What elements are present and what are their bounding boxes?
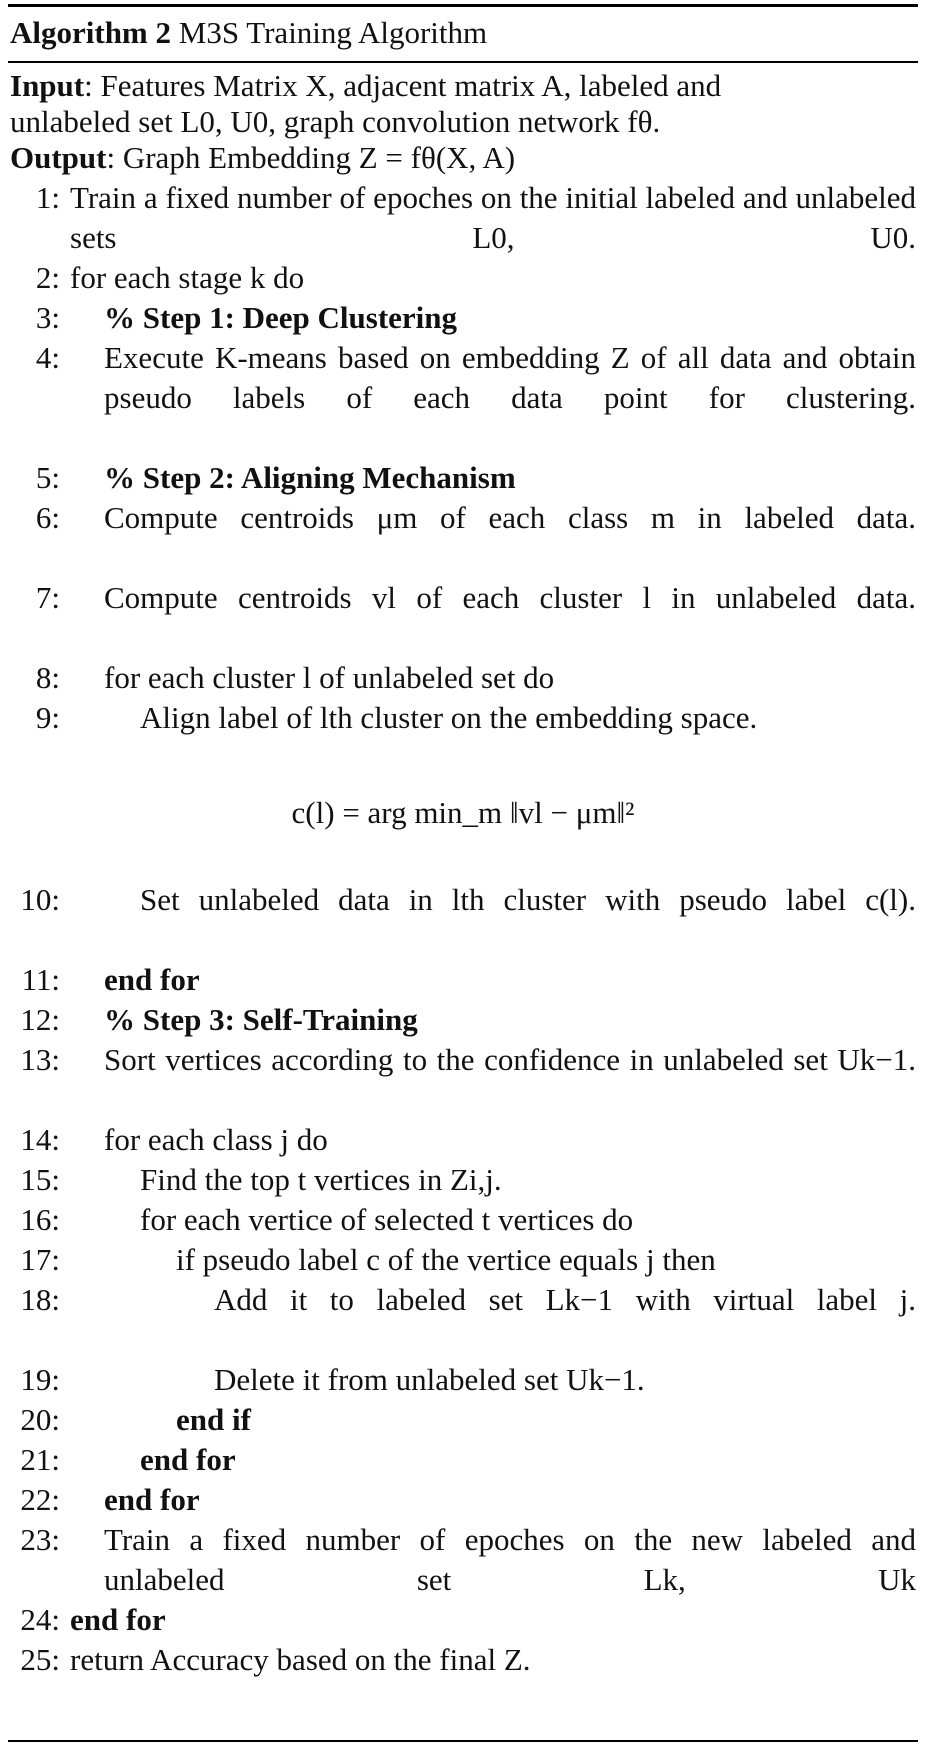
step-text: Train a fixed number of epoches on the new labeled and unlabeled set Lk, Uk bbox=[104, 1522, 916, 1597]
input-line bbox=[10, 66, 721, 106]
algorithm-box bbox=[8, 0, 918, 1748]
step-text: end for bbox=[104, 962, 200, 997]
title-rule bbox=[8, 61, 918, 63]
line-number: 24: bbox=[20, 1602, 60, 1637]
step-text: Train a fixed number of epoches on the initial labeled and unlabeled sets L0, U0. bbox=[70, 180, 916, 255]
step-text: Set unlabeled data in lth cluster with pseudo label c(l). bbox=[140, 882, 916, 917]
line-number: 20: bbox=[20, 1402, 60, 1437]
line-number: 6: bbox=[35, 500, 60, 535]
line-number: 19: bbox=[20, 1362, 60, 1397]
line-number: 4: bbox=[35, 340, 60, 375]
line-number: 7: bbox=[35, 580, 60, 615]
line-number: 21: bbox=[20, 1442, 60, 1477]
output-text: : Graph Embedding Z = fθ(X, A) bbox=[106, 140, 516, 175]
step-text: for each class j do bbox=[104, 1122, 328, 1157]
step-text: for each stage k do bbox=[70, 260, 305, 295]
step-text: Execute K-means based on embedding Z of all data and obtain pseudo labels of each data point for clustering. bbox=[104, 340, 916, 415]
line-number: 2: bbox=[35, 260, 60, 295]
step-text: end if bbox=[176, 1402, 251, 1437]
input-text-2: unlabeled set L0, U0, graph convolution network fθ. bbox=[10, 104, 661, 139]
line-number: 17: bbox=[20, 1242, 60, 1277]
step-text: Add it to labeled set Lk−1 with virtual label j. bbox=[214, 1282, 916, 1317]
line-number: 8: bbox=[35, 660, 60, 695]
line-number: 1: bbox=[35, 180, 60, 215]
algorithm-title bbox=[10, 9, 487, 57]
step-text: Compute centroids vl of each cluster l in unlabeled data. bbox=[104, 580, 916, 615]
step-comment: % Step 2: Aligning Mechanism bbox=[104, 460, 516, 495]
input-line-2 bbox=[10, 102, 660, 142]
equation-text: c(l) = arg min_m ‖vl − μm‖² bbox=[291, 795, 635, 830]
step-text: Sort vertices according to the confidence in unlabeled set Uk−1. bbox=[104, 1042, 916, 1077]
line-number: 13: bbox=[20, 1042, 60, 1077]
step-text: Find the top t vertices in Zi,j. bbox=[140, 1162, 502, 1197]
algorithm-label: Algorithm 2 bbox=[10, 15, 172, 50]
step-comment: % Step 3: Self-Training bbox=[104, 1002, 418, 1037]
line-number: 14: bbox=[20, 1122, 60, 1157]
step-comment: % Step 1: Deep Clustering bbox=[104, 300, 458, 335]
line-number: 22: bbox=[20, 1482, 60, 1517]
step-text: end for bbox=[140, 1442, 236, 1477]
output-label: Output bbox=[10, 140, 107, 175]
line-number: 15: bbox=[20, 1162, 60, 1197]
step-text: for each vertice of selected t vertices do bbox=[140, 1202, 634, 1237]
line-number: 25: bbox=[20, 1642, 60, 1677]
input-label: Input bbox=[10, 68, 85, 103]
step-text: Align label of lth cluster on the embedding space. bbox=[140, 700, 758, 735]
line-number: 18: bbox=[20, 1282, 60, 1317]
line-number: 11: bbox=[21, 962, 60, 997]
algorithm-name: M3S Training Algorithm bbox=[178, 15, 488, 50]
line-number: 12: bbox=[20, 1002, 60, 1037]
line-number: 23: bbox=[20, 1522, 60, 1557]
step-text: end for bbox=[70, 1602, 166, 1637]
bottom-rule bbox=[8, 1740, 918, 1742]
step-text: end for bbox=[104, 1482, 200, 1517]
output-line bbox=[10, 138, 515, 178]
line-number: 16: bbox=[20, 1202, 60, 1237]
step-text: if pseudo label c of the vertice equals j then bbox=[176, 1242, 716, 1277]
step-text: return Accuracy based on the final Z. bbox=[70, 1642, 531, 1677]
line-number: 3: bbox=[35, 300, 60, 335]
line-number: 9: bbox=[35, 700, 60, 735]
step-text: Delete it from unlabeled set Uk−1. bbox=[214, 1362, 645, 1397]
step-text: for each cluster l of unlabeled set do bbox=[104, 660, 555, 695]
argmin-equation bbox=[8, 793, 918, 833]
step-text: Compute centroids μm of each class m in labeled data. bbox=[104, 500, 916, 535]
input-text-1: : Features Matrix X, adjacent matrix A, labeled and bbox=[84, 68, 722, 103]
line-number: 10: bbox=[20, 882, 60, 917]
line-number: 5: bbox=[35, 460, 60, 495]
top-rule bbox=[8, 4, 918, 7]
